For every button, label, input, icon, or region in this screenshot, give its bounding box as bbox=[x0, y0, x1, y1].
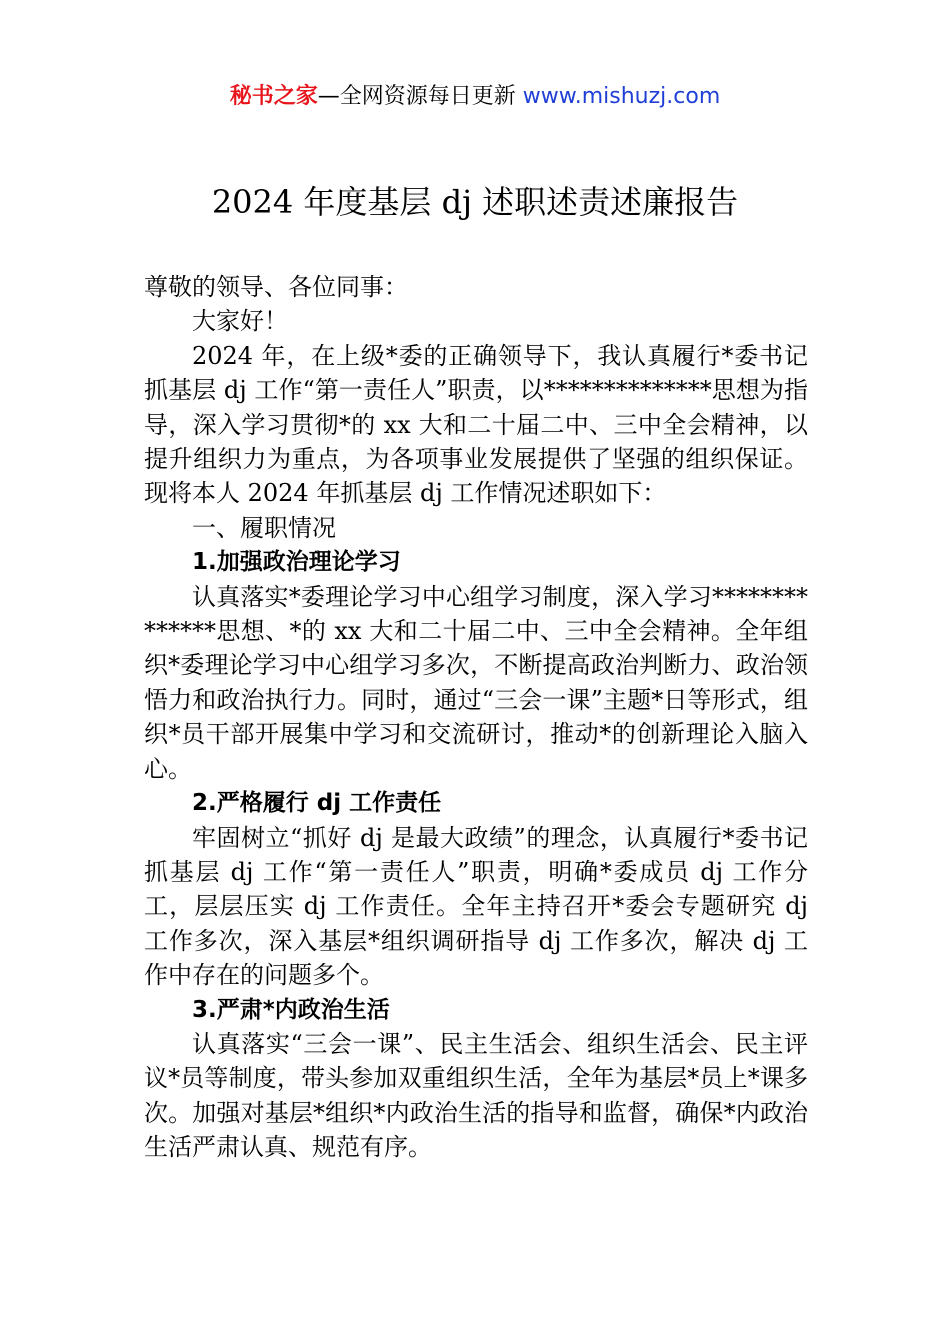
section-1-title: 一、履职情况 bbox=[192, 513, 336, 542]
item-3-title: 3.严肃*内政治生活 bbox=[192, 996, 390, 1023]
document-body bbox=[144, 270, 808, 1165]
salutation: 尊敬的领导、各位同事： bbox=[144, 273, 408, 301]
document-title: 2024 年度基层 dj 述职述责述廉报告 bbox=[211, 183, 739, 221]
item-1-paragraph: 认真落实*委理论学习中心组学习制度，深入学习**************思想、*的 xx 大和二十届二中、三中全会精神。全年组织*委理论学习中心组学习多次，不断提高政治判断力、政治领悟力和政治执行力。同时，通过“三会一课”主题*日等形式，组织*员干部开展集中学习和交流研讨，推动*的创新理论入脑入心。 bbox=[144, 582, 808, 783]
intro-paragraph: 2024 年，在上级*委的正确领导下，我认真履行*委书记抓基层 dj 工作“第一责任人”职责，以**************思想为指导，深入学习贯彻*的 xx 大和二十届二中、三中全会精神，以提升组织力为重点，为各项事业发展提供了坚强的组织保证。现将本人 2024 年抓基层 dj 工作情况述职如下： bbox=[144, 341, 808, 508]
site-header bbox=[0, 82, 950, 112]
item-1-title: 1.加强政治理论学习 bbox=[192, 549, 401, 576]
item-2-title: 2.严格履行 dj 工作责任 bbox=[192, 790, 442, 817]
site-url[interactable]: www.mishuzj.com bbox=[522, 84, 721, 109]
greeting: 大家好！ bbox=[192, 307, 288, 336]
header-tagline: —全网资源每日更新 bbox=[317, 84, 523, 109]
brand-name: 秘书之家 bbox=[229, 84, 318, 109]
item-3-paragraph: 认真落实“三会一课”、民主生活会、组织生活会、民主评议*员等制度，带头参加双重组织生活，全年为基层*员上*课多次。加强对基层*组织*内政治生活的指导和监督，确保*内政治生活严肃认真、规范有序。 bbox=[144, 1029, 808, 1162]
item-2-paragraph: 牢固树立“抓好 dj 是最大政绩”的理念，认真履行*委书记抓基层 dj 工作“第一责任人”职责，明确*委成员 dj 工作分工，层层压实 dj 工作责任。全年主持召开*委会专题研究 dj 工作多次，深入基层*组织调研指导 dj 工作多次，解决 dj 工作中存在的问题多个。 bbox=[144, 823, 808, 990]
